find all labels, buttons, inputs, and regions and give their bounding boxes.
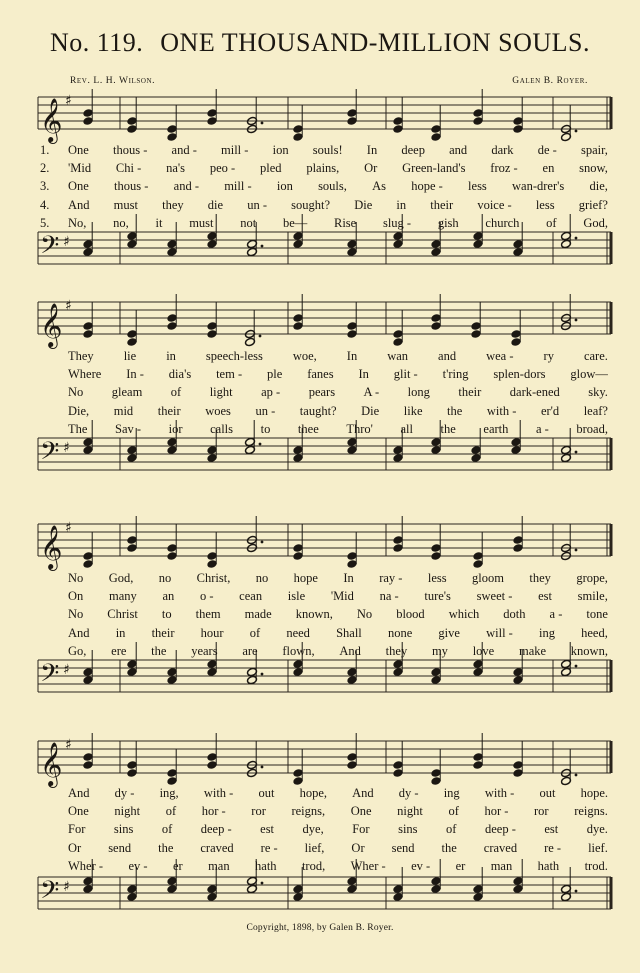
lyric-line xyxy=(40,804,608,821)
lyric-words: Die, mid their woes un - taught? Die like the with - er'd leaf? xyxy=(68,403,608,418)
bass-clef-icon: 𝄢 xyxy=(40,231,60,266)
dot xyxy=(575,774,578,777)
dot xyxy=(261,122,264,125)
sharp-key-signature-icon: ♯ xyxy=(65,520,72,536)
lyric-line xyxy=(40,198,608,215)
sharp-key-signature-icon: ♯ xyxy=(63,662,70,678)
lyric-words: Where In - dia's tem - ple fanes In glit - t'ring splen-dors glow— xyxy=(68,367,608,382)
treble-clef-icon: 𝄞 xyxy=(40,98,63,142)
lyric-words: No Christ to them made known, No blood which doth a - tone xyxy=(68,607,608,622)
dot xyxy=(575,549,578,552)
verse-number: 4. xyxy=(40,197,50,212)
sharp-key-signature-icon: ♯ xyxy=(63,879,70,895)
lyric-line xyxy=(40,385,608,402)
lyric-words: The Sav - ior calls to thee Thro' all the earth a - broad, xyxy=(68,421,608,436)
lyric-line xyxy=(40,349,608,366)
bass-clef-icon: 𝄢 xyxy=(40,437,60,472)
sharp-key-signature-icon: ♯ xyxy=(65,737,72,753)
dot xyxy=(259,443,262,446)
dot xyxy=(261,673,264,676)
lyric-line xyxy=(40,589,608,606)
verse-number: 1. xyxy=(40,143,50,157)
dot xyxy=(575,319,578,322)
treble-clef-icon: 𝄞 xyxy=(40,303,63,347)
sharp-key-signature-icon: ♯ xyxy=(65,298,72,314)
lyric-words: Wher - ev - er man hath trod, Wher - ev - er man hath trod. xyxy=(68,858,608,873)
dot xyxy=(575,237,578,240)
lyric-line xyxy=(40,841,608,858)
dot xyxy=(575,890,578,893)
lyric-words: Go, ere the years are flown, And they my love make known, xyxy=(68,643,608,658)
verse-number: 2. xyxy=(40,161,50,176)
lyric-words: For sins of deep - est dye, For sins of deep - est dye. xyxy=(68,822,608,837)
dot xyxy=(575,665,578,668)
lyric-line xyxy=(40,644,608,661)
lyric-words: 'Mid Chi - na's peo - pled plains, Or Green-land's froz - en snow, xyxy=(68,161,608,176)
lyric-words: They lie in speech-less woe, In wan and wea - ry care. xyxy=(68,349,608,363)
lyric-words: One night of hor - ror reigns, One night of hor - ror reigns. xyxy=(68,804,608,819)
lyric-words: On many an o - cean isle 'Mid na - ture's sweet - est smile, xyxy=(68,589,608,604)
lyric-words: And in their hour of need Shall none give will - ing heed, xyxy=(68,625,608,640)
lyric-words: No, no, it must not be— Rise slug - gish church of God, xyxy=(68,215,608,230)
hymn-number: No. 119. xyxy=(49,28,144,57)
dot xyxy=(261,882,264,885)
hymn-name: ONE THOUSAND-MILLION SOULS. xyxy=(160,28,591,57)
lyricist-credit: Rev. L. H. Wilson. xyxy=(70,76,156,86)
lyric-line xyxy=(40,143,608,160)
copyright-notice: Copyright, 1898, by Galen B. Royer. xyxy=(246,923,394,933)
lyric-words: And must they die un - sought? Die in their voice - less grief? xyxy=(68,197,608,212)
composer-credit: Galen B. Royer. xyxy=(512,76,588,86)
verse-number: 5. xyxy=(40,215,50,230)
sharp-key-signature-icon: ♯ xyxy=(63,440,70,456)
sharp-key-signature-icon: ♯ xyxy=(65,93,72,109)
lyric-line xyxy=(40,626,608,643)
lyric-line xyxy=(40,822,608,839)
bass-clef-icon: 𝄢 xyxy=(40,659,60,694)
dot xyxy=(261,541,264,544)
lyric-words: No gleam of light ap - pears A - long their dark-ened sky. xyxy=(68,385,608,400)
lyric-line xyxy=(40,161,608,178)
lyric-words: One thous - and - mill - ion souls! In deep and dark de - spair, xyxy=(68,143,608,157)
verse-number: 3. xyxy=(40,179,50,194)
lyric-words: One thous - and - mill - ion souls, As hope - less wan-drer's die, xyxy=(68,179,608,194)
dot xyxy=(261,766,264,769)
dot xyxy=(575,130,578,133)
lyric-line xyxy=(40,216,608,233)
lyric-line xyxy=(40,179,608,196)
lyric-line xyxy=(40,404,608,421)
treble-clef-icon: 𝄞 xyxy=(40,525,63,569)
lyric-words: And dy - ing, with - out hope, And dy - ing with - out hope. xyxy=(68,786,608,800)
dot xyxy=(259,335,262,338)
lyric-line xyxy=(40,422,608,439)
lyric-words: Or send the craved re - lief, Or send the craved re - lief. xyxy=(68,840,608,855)
lyric-line xyxy=(40,859,608,876)
dot xyxy=(575,451,578,454)
lyric-line xyxy=(40,607,608,624)
lyric-line xyxy=(40,367,608,384)
lyric-words: No God, no Christ, no hope In ray - less gloom they grope, xyxy=(68,571,608,585)
treble-clef-icon: 𝄞 xyxy=(40,742,63,786)
sharp-key-signature-icon: ♯ xyxy=(63,234,70,250)
bass-clef-icon: 𝄢 xyxy=(40,876,60,911)
lyric-line xyxy=(40,786,608,803)
dot xyxy=(261,245,264,248)
lyric-line xyxy=(40,571,608,588)
